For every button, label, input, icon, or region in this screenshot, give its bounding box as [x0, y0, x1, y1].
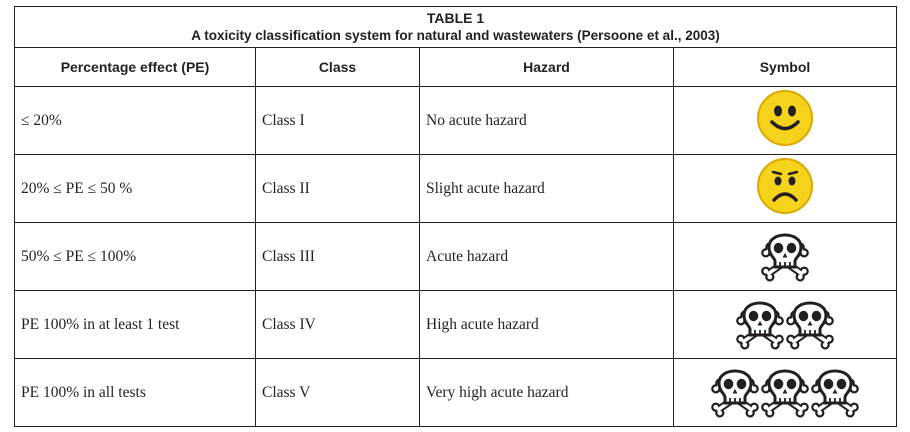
class-cell: Class I: [256, 87, 420, 155]
hazard-cell: Very high acute hazard: [420, 359, 674, 427]
hazard-cell: Acute hazard: [420, 223, 674, 291]
class-cell: Class III: [256, 223, 420, 291]
table-row: [15, 291, 897, 359]
skull-icon-group: [755, 225, 815, 283]
skull-crossbones-icon: [780, 293, 840, 351]
header-hazard: Hazard: [420, 48, 674, 87]
table-caption: A toxicity classification system for natural and wastewaters (Persoone et al., 2003): [191, 28, 720, 43]
toxicity-classification-table: [14, 6, 897, 427]
skull-icon-group: [705, 361, 865, 419]
header-percentage-effect: Percentage effect (PE): [15, 48, 256, 87]
skull-icon-group: [730, 293, 840, 351]
header-symbol: Symbol: [674, 48, 897, 87]
frowning-face-icon: [756, 157, 814, 215]
class-cell: Class IV: [256, 291, 420, 359]
symbol-cell: [674, 291, 897, 359]
pe-cell: ≤ 20%: [15, 87, 256, 155]
table-title-cell: [15, 7, 897, 48]
hazard-cell: High acute hazard: [420, 291, 674, 359]
table-header-row: [15, 48, 897, 87]
pe-cell: 50% ≤ PE ≤ 100%: [15, 223, 256, 291]
class-cell: Class V: [256, 359, 420, 427]
symbol-cell: [674, 223, 897, 291]
pe-cell: PE 100% in at least 1 test: [15, 291, 256, 359]
table-row: [15, 155, 897, 223]
smiley-face-icon: [756, 89, 814, 147]
pe-cell: 20% ≤ PE ≤ 50 %: [15, 155, 256, 223]
table-row: [15, 359, 897, 427]
symbol-cell: [674, 359, 897, 427]
symbol-cell: [674, 155, 897, 223]
skull-crossbones-icon: [805, 361, 865, 419]
header-class: Class: [256, 48, 420, 87]
hazard-cell: No acute hazard: [420, 87, 674, 155]
table-label: TABLE 1: [426, 10, 485, 26]
toxicity-table-container: [14, 6, 896, 427]
symbol-cell: [674, 87, 897, 155]
class-cell: Class II: [256, 155, 420, 223]
table-title-row: [15, 7, 897, 48]
table-row: [15, 223, 897, 291]
table-row: [15, 87, 897, 155]
hazard-cell: Slight acute hazard: [420, 155, 674, 223]
skull-crossbones-icon: [755, 225, 815, 283]
pe-cell: PE 100% in all tests: [15, 359, 256, 427]
